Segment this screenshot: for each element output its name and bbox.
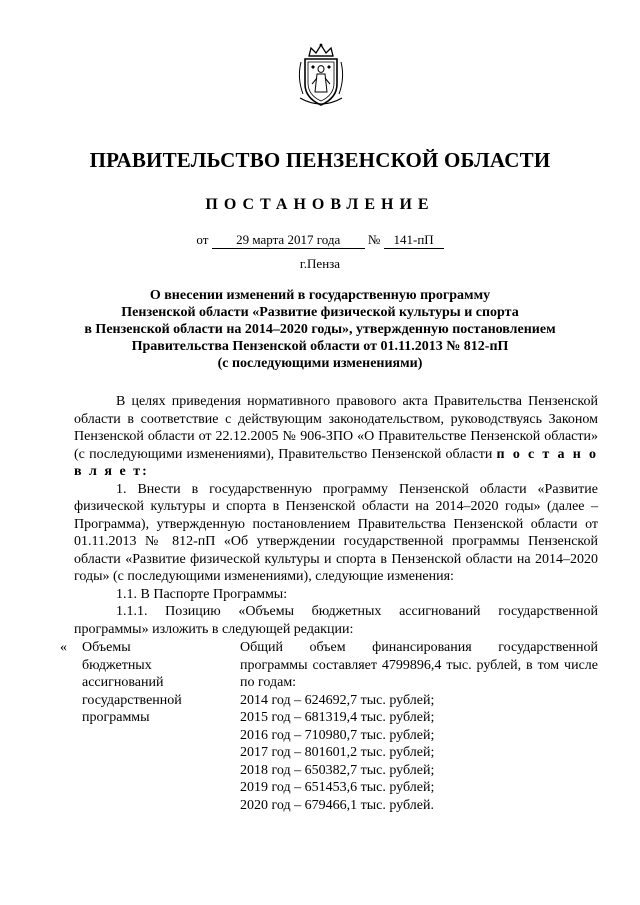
preamble-paragraph bbox=[74, 393, 598, 481]
year-line: 2016 год – 710980,7 тыс. рублей; bbox=[240, 727, 435, 743]
open-quote: « bbox=[60, 640, 67, 655]
item-1-1-paragraph: 1.1. В Паспорте Программы: bbox=[116, 586, 288, 602]
city: г.Пенза bbox=[299, 256, 341, 271]
label-line: программы bbox=[82, 710, 150, 725]
label-line: Объемы bbox=[82, 640, 131, 655]
position-value-cell bbox=[240, 639, 598, 814]
label-line: ассигнований bbox=[82, 675, 164, 690]
item-1-paragraph: 1. Внести в государственную программу Пензенской области «Развитие физической культуры и спорта в Пензенской области на 2014–2020 годы» (далее – Программа), утвержденную постановлением Правительства Пензенской области от 01.11.2013 № 812-пП «Об утверждении государственной программы Пензенской области «Развитие физической культуры и спорта в Пензенской области на 2014–2020 годы» (с последующими изменениями), следующие изменения: bbox=[74, 481, 598, 584]
date-number-line bbox=[0, 232, 640, 249]
year-line: 2020 год – 679466,1 тыс. рублей. bbox=[240, 797, 434, 813]
title-line: Пензенской области «Развитие физической культуры и спорта bbox=[121, 305, 519, 320]
title-line: О внесении изменений в государственную программу bbox=[149, 288, 491, 303]
document-date: 29 марта 2017 года bbox=[212, 232, 365, 249]
title-line: в Пензенской области на 2014–2020 годы», утвержденную постановлением bbox=[84, 322, 556, 337]
decree-word: п о с т а н о в л я е т: bbox=[74, 446, 598, 479]
organization-name: ПРАВИТЕЛЬСТВО ПЕНЗЕНСКОЙ ОБЛАСТИ bbox=[89, 148, 551, 172]
item-1-1-1-paragraph: 1.1.1. Позицию «Объемы бюджетных ассигнований государственной программы» изложить в следующей редакции: bbox=[74, 604, 598, 637]
year-line: 2014 год – 624692,7 тыс. рублей; bbox=[240, 692, 435, 708]
title-line: (с последующими изменениями) bbox=[217, 356, 423, 371]
label-line: бюджетных bbox=[82, 657, 152, 673]
document-body bbox=[74, 393, 598, 638]
year-line: 2015 год – 681319,4 тыс. рублей; bbox=[240, 710, 435, 725]
date-prefix: от bbox=[196, 232, 209, 247]
year-line: 2017 год – 801601,2 тыс. рублей; bbox=[240, 745, 435, 760]
title-line: Правительства Пензенской области от 01.11.2013 № 812-пП bbox=[131, 339, 509, 354]
number-prefix: № bbox=[367, 232, 381, 247]
year-line: 2019 год – 651453,6 тыс. рублей; bbox=[240, 780, 435, 795]
year-line: 2018 год – 650382,7 тыс. рублей; bbox=[240, 762, 435, 778]
position-label-cell bbox=[60, 639, 230, 727]
document-number: 141-пП bbox=[384, 232, 444, 249]
label-line: государственной bbox=[82, 692, 182, 708]
preamble-text: В целях приведения нормативного правового акта Правительства Пензенской области в соответствие с действующим законодательством, руководствуясь Законом Пензенской области от 22.12.2005 № 906-ЗПО «О Правительстве Пензенской области» (с последующими изменениями), Правительство Пензенской области bbox=[74, 394, 598, 462]
coat-of-arms-icon bbox=[295, 42, 347, 110]
document-type: ПОСТАНОВЛЕНИЕ bbox=[205, 196, 435, 213]
document-title bbox=[40, 287, 600, 372]
financing-summary: Общий объем финансирования государственной программы составляет 4799896,4 тыс. рублей, в том числе по годам: bbox=[240, 640, 598, 690]
